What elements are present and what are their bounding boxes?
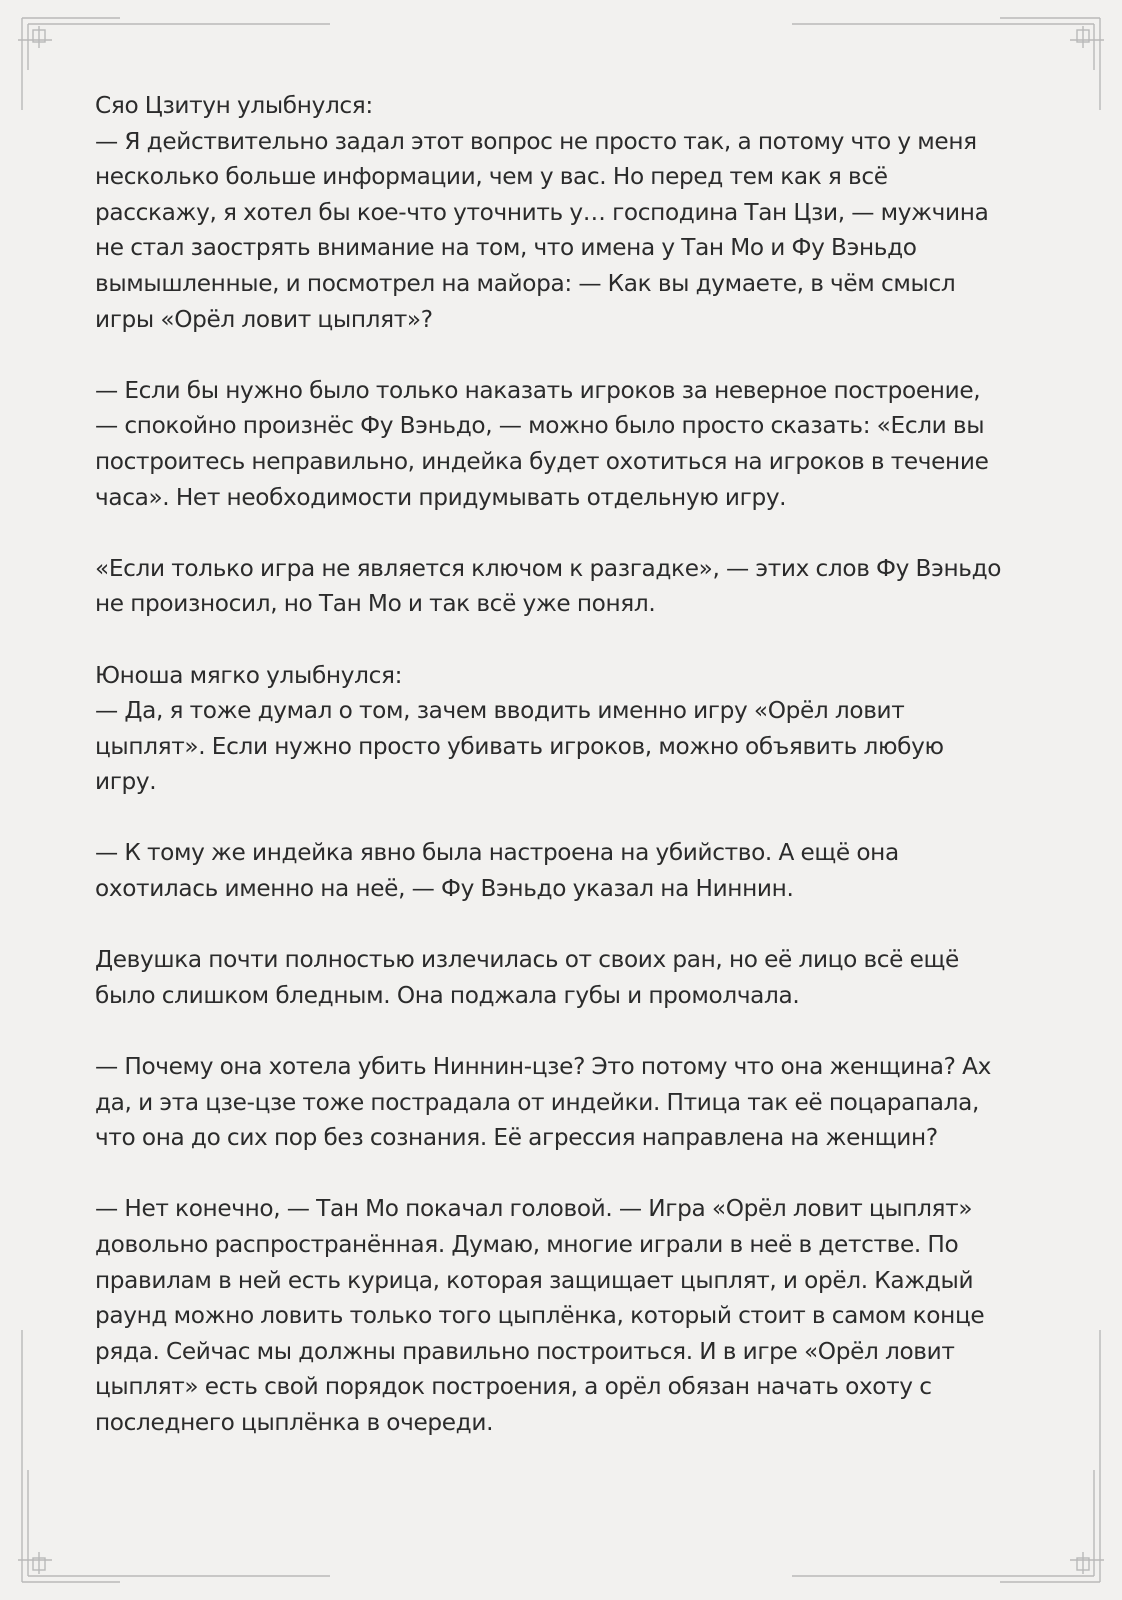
text-line: часа». Нет необходимости придумывать отдельную игру. <box>95 483 787 511</box>
text-line: раунд можно ловить только того цыплёнка, который стоит в самом конце <box>95 1302 985 1330</box>
text-line: расскажу, я хотел бы кое-что уточнить у… господина Тан Цзи, — мужчина <box>95 198 989 226</box>
text-line: последнего цыплёнка в очереди. <box>95 1408 494 1436</box>
text-line: не произносил, но Тан Мо и так всё уже понял. <box>95 590 656 618</box>
text-line: — Да, я тоже думал о том, зачем вводить именно игру «Орёл ловит <box>95 697 905 725</box>
text-line: «Если только игра не является ключом к разгадке», — этих слов Фу Вэньдо <box>95 554 1002 582</box>
paragraph <box>95 373 1035 515</box>
text-line: игру. <box>95 768 157 796</box>
paragraph <box>95 835 1035 906</box>
text-line: Сяо Цзитун улыбнулся: <box>95 92 373 119</box>
text-line: цыплят». Если нужно просто убивать игроков, можно объявить любую <box>95 732 944 760</box>
paragraph <box>95 1049 1035 1156</box>
text-line: Девушка почти полностью излечилась от своих ран, но её лицо всё ещё <box>95 946 959 974</box>
text-line: Юноша мягко улыбнулся: <box>95 661 403 689</box>
paragraph <box>95 942 1035 1013</box>
text-line: — Нет конечно, — Тан Мо покачал головой. — Игра «Орёл ловит цыплят» <box>95 1195 973 1223</box>
text-line: охотилась именно на неё, — Фу Вэньдо указал на Ниннин. <box>95 875 794 903</box>
text-line: — Почему она хотела убить Ниннин-цзе? Это потому что она женщина? Ах <box>95 1053 991 1081</box>
text-line: игры «Орёл ловит цыплят»? <box>95 305 433 333</box>
text-line: вымышленные, и посмотрел на майора: — Как вы думаете, в чём смысл <box>95 269 956 297</box>
text-line: что она до сих пор без сознания. Её агрессия направлена на женщин? <box>95 1124 938 1152</box>
text-line: — спокойно произнёс Фу Вэньдо, — можно было просто сказать: «Если вы <box>95 412 985 440</box>
text-line: довольно распространённая. Думаю, многие играли в неё в детстве. По <box>95 1231 959 1258</box>
text-line: несколько больше информации, чем у вас. Но перед тем как я всё <box>95 163 888 191</box>
paragraph <box>95 1191 1035 1440</box>
chapter-text <box>95 88 1035 1476</box>
paragraph <box>95 551 1035 622</box>
paragraph <box>95 88 1035 337</box>
text-line: построитесь неправильно, индейка будет охотиться на игроков в течение <box>95 447 989 475</box>
text-line: не стал заострять внимание на том, что имена у Тан Мо и Фу Вэньдо <box>95 234 917 262</box>
text-line: цыплят» есть свой порядок построения, а орёл обязан начать охоту с <box>95 1373 932 1401</box>
text-line: — Если бы нужно было только наказать игроков за неверное построение, <box>95 376 981 404</box>
text-line: правилам в ней есть курица, которая защищает цыплят, и орёл. Каждый <box>95 1266 974 1294</box>
text-line: было слишком бледным. Она поджала губы и промолчала. <box>95 981 800 1009</box>
text-line: — К тому же индейка явно была настроена на убийство. А ещё она <box>95 839 899 867</box>
text-line: ряда. Сейчас мы должны правильно построиться. И в игре «Орёл ловит <box>95 1337 955 1365</box>
paragraph <box>95 658 1035 800</box>
text-line: да, и эта цзе-цзе тоже пострадала от индейки. Птица так её поцарапала, <box>95 1088 980 1116</box>
text-line: — Я действительно задал этот вопрос не просто так, а потому что у меня <box>95 127 977 155</box>
